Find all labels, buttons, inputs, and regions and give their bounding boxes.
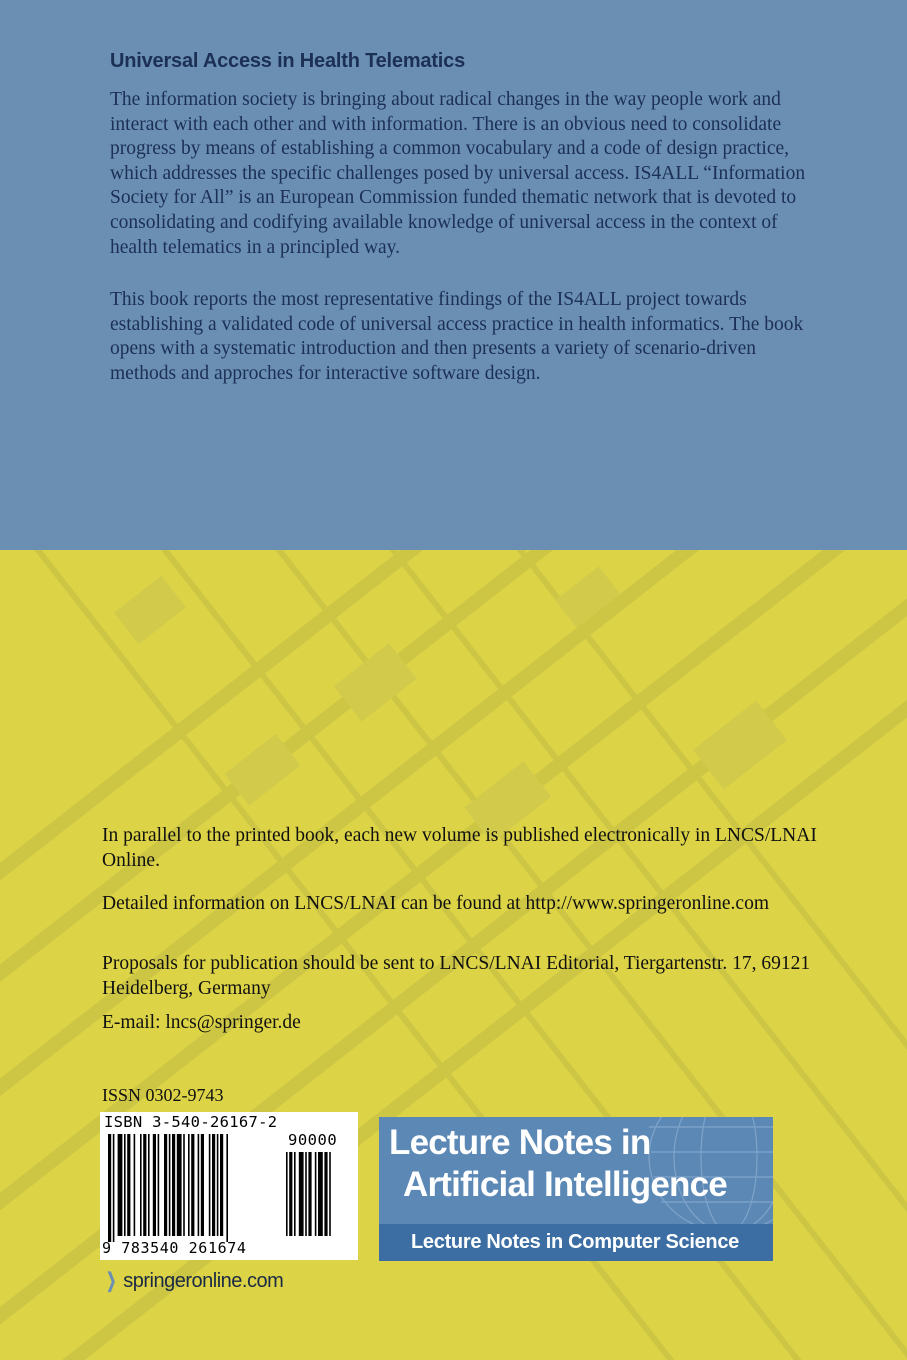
- book-title: Universal Access in Health Telematics: [110, 50, 465, 72]
- description-panel: [0, 0, 907, 550]
- subseries-title: Lecture Notes in Computer Science: [411, 1231, 739, 1253]
- description-paragraph-1: The information society is bringing about radical changes in the way people work and interact with each other and with information. There is an obvious need to consolidate progress by means of establishing a common vocabulary and a code of design practice, which addresses the specific challenges posed by universal access. IS4ALL “Information Society for All” is an European Commission funded thematic network that is devoted to consolidating and codifying available knowledge of universal access in the context of health telematics in a principled way.: [110, 89, 806, 258]
- publisher-url-text: springeronline.com: [123, 1270, 284, 1292]
- email-notice: E-mail: lncs@springer.de: [102, 1012, 301, 1033]
- online-notice: In parallel to the printed book, each new volume is published electronically in LNCS/LNAI Online.: [102, 825, 817, 871]
- series-title-line2: Artificial Intelligence: [403, 1165, 727, 1204]
- barcode: [100, 1112, 358, 1260]
- price-code: 90000: [288, 1131, 338, 1149]
- series-logo: [379, 1117, 773, 1261]
- chevron-right-icon: ❯: [106, 1270, 117, 1292]
- isbn-label: ISBN 3-540-26167-2: [104, 1113, 278, 1131]
- series-title-line1: Lecture Notes in: [389, 1123, 651, 1162]
- issn-number: ISSN 0302-9743: [102, 1085, 224, 1105]
- details-notice: Detailed information on LNCS/LNAI can be found at http://www.springeronline.com: [102, 893, 770, 914]
- publisher-url: [103, 1268, 283, 1293]
- description-paragraph-2: This book reports the most representative findings of the IS4ALL project towards establishing a validated code of universal access practice in health informatics. The book opens with a systematic introduction and then presents a variety of scenario-driven methods and approches for interactive software design.: [110, 289, 804, 384]
- ean-number: 9 783540 261674: [102, 1239, 247, 1257]
- proposals-notice: Proposals for publication should be sent to LNCS/LNAI Editorial, Tiergartenstr. 17, 69121 Heidelberg, Germany: [102, 953, 811, 999]
